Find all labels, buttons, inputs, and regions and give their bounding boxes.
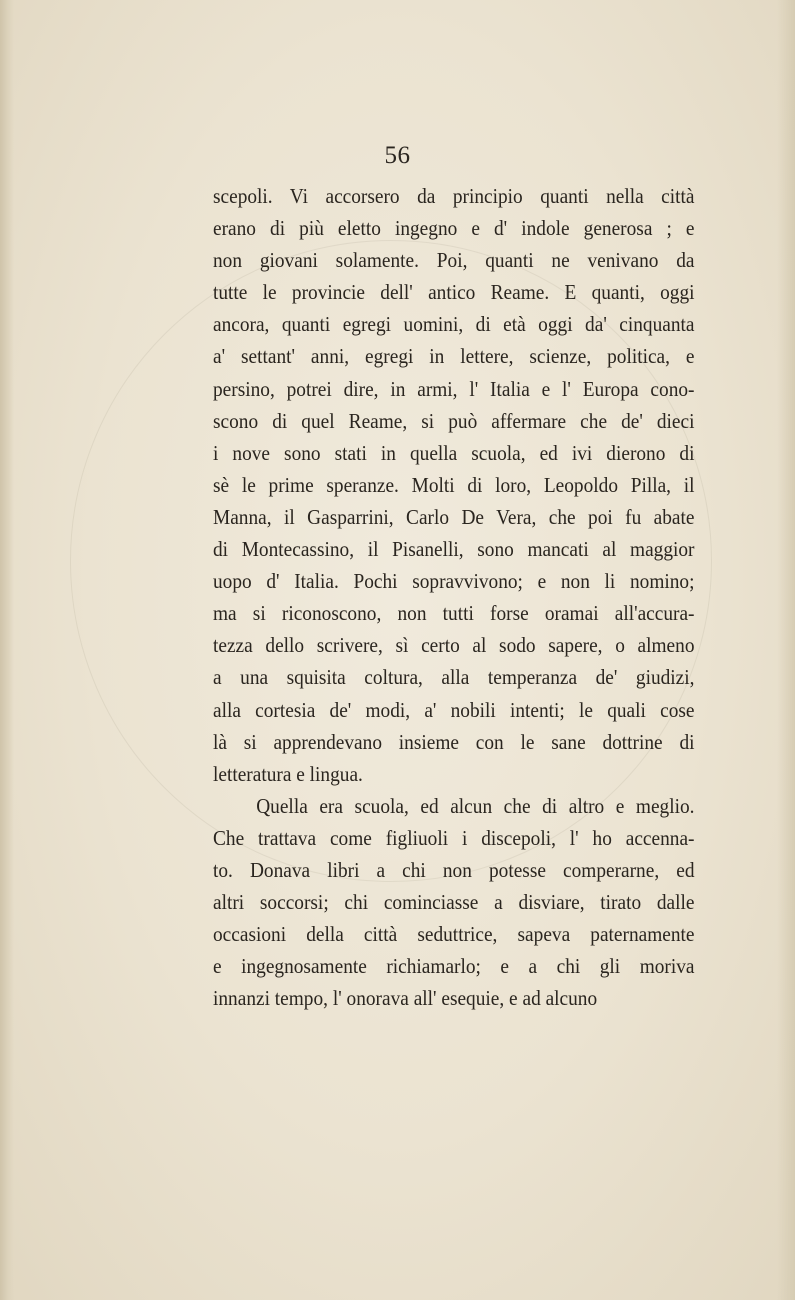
text-line: innanzi tempo, l' onorava all' esequie, e ad alcuno — [213, 986, 598, 1011]
text-line: tutte le provincie dell' antico Reame. E quanti, oggi — [213, 280, 695, 305]
text-line: occasioni della città seduttrice, sapeva paternamente — [213, 922, 695, 947]
page-right-shadow — [777, 0, 795, 1300]
paragraph — [213, 790, 695, 1015]
text-line: non giovani solamente. Poi, quanti ne venivano da — [213, 248, 695, 273]
text-line: uopo d' Italia. Pochi sopravvivono; e non li nomino; — [213, 569, 695, 594]
text-line: alla cortesia de' modi, a' nobili intenti; le quali cose — [213, 697, 695, 722]
text-line: Quella era scuola, ed alcun che di altro e meglio. — [256, 793, 695, 818]
text-line: sè le prime speranze. Molti di loro, Leopoldo Pilla, il — [213, 472, 695, 497]
page-number: 56 — [384, 142, 411, 169]
text-line: scono di quel Reame, si può affermare che de' dieci — [213, 408, 695, 433]
text-line: persino, potrei dire, in armi, l' Italia e l' Europa cono- — [213, 376, 695, 401]
text-line: Che trattava come figliuoli i discepoli, l' ho accenna- — [213, 825, 695, 850]
text-line: erano di più eletto ingegno e d' indole generosa ; e — [213, 216, 695, 241]
text-line: ancora, quanti egregi uomini, di età oggi da' cinquanta — [213, 312, 695, 337]
text-line: a una squisita coltura, alla temperanza de' giudizi, — [213, 665, 695, 690]
text-line: to. Donava libri a chi non potesse comperarne, ed — [213, 857, 695, 882]
body-text — [213, 180, 695, 1014]
text-line: di Montecassino, il Pisanelli, sono mancati al maggior — [213, 537, 695, 562]
text-line: a' settant' anni, egregi in lettere, scienze, politica, e — [213, 344, 695, 369]
text-line: là si apprendevano insieme con le sane dottrine di — [213, 729, 695, 754]
text-line: i nove sono stati in quella scuola, ed ivi dierono di — [213, 440, 695, 465]
text-line: scepoli. Vi accorsero da principio quanti nella città — [213, 184, 695, 208]
text-line: tezza dello scrivere, sì certo al sodo sapere, o almeno — [213, 633, 695, 658]
text-line: ma si riconoscono, non tutti forse oramai all'accura- — [213, 601, 695, 626]
text-line: letteratura e lingua. — [213, 761, 363, 786]
text-line: Manna, il Gasparrini, Carlo De Vera, che poi fu abate — [213, 504, 695, 529]
text-line: e ingegnosamente richiamarlo; e a chi gli moriva — [213, 954, 695, 979]
paragraph — [213, 180, 695, 790]
text-line: altri soccorsi; chi cominciasse a disviare, tirato dalle — [213, 890, 695, 915]
page-left-shadow — [0, 0, 14, 1300]
